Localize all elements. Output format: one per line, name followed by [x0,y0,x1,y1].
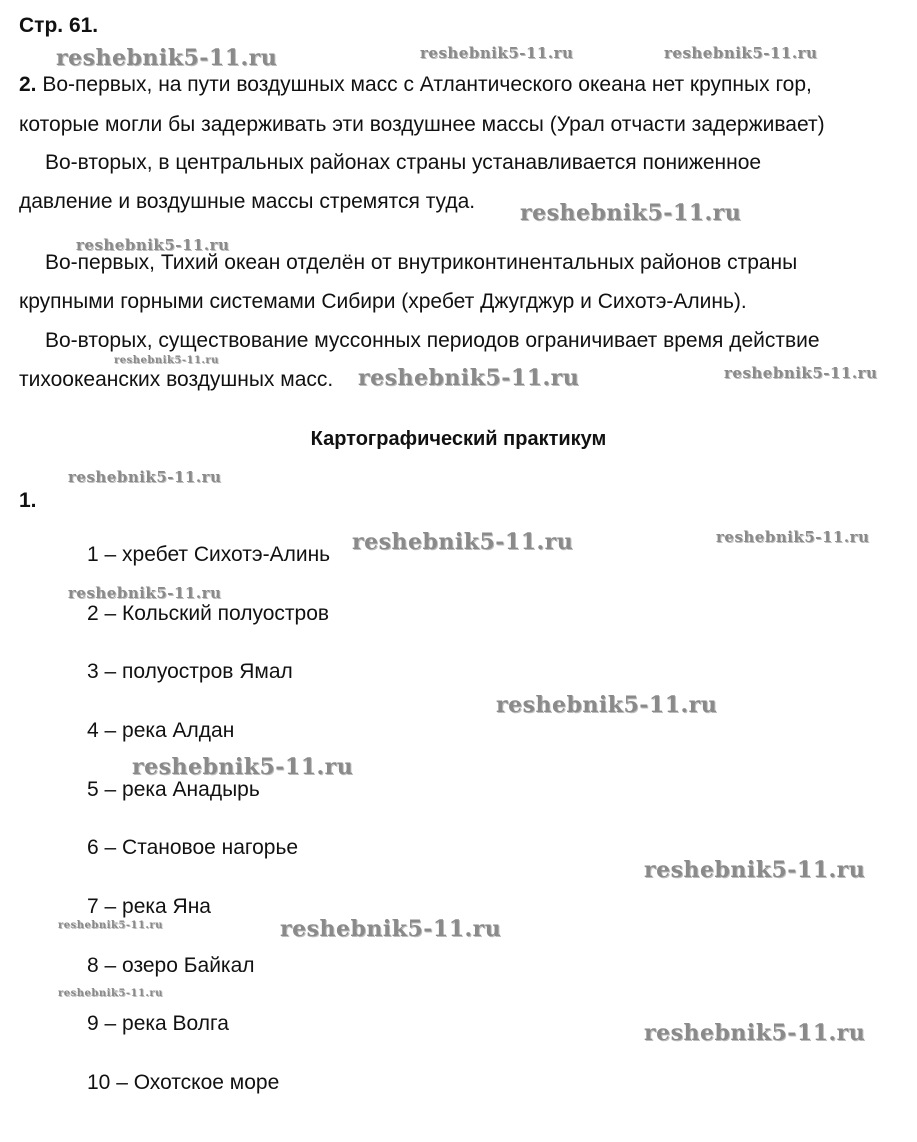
watermark: reshebnik5-11.ru [58,988,163,999]
practicum-number: 1. [19,489,37,512]
list-item: 10 – Охотское море [87,1071,280,1094]
paragraph-line-7: Во-вторых, существование муссонных периодов ограничивает время действие [45,329,820,352]
watermark: reshebnik5-11.ru [58,920,163,931]
list-item: 4 – река Алдан [87,719,235,742]
list-item: 9 – река Волга [87,1012,229,1035]
watermark: reshebnik5-11.ru [358,365,580,391]
paragraph-line-3: Во-вторых, в центральных районах страны устанавливается пониженное [45,151,762,174]
line-text: Во-первых, на пути воздушных масс с Атлантического океана нет крупных гор, [42,73,812,96]
watermark: reshebnik5-11.ru [114,355,219,366]
paragraph-line-6: крупными горными системами Сибири (хребет Джугджур и Сихотэ-Алинь). [19,290,747,313]
paragraph-line-2: которые могли бы задерживать эти воздушнее массы (Урал отчасти задерживает) [19,113,825,136]
list-item: 6 – Становое нагорье [87,836,299,859]
list-item: 1 – хребет Сихотэ-Алинь [87,543,331,566]
page-label: Стр. 61. [19,14,99,37]
paragraph-line-4: давление и воздушные массы стремятся туда. [19,190,476,213]
list-item: 2 – Кольский полуостров [87,602,330,625]
paragraph-line-5: Во-первых, Тихий океан отделён от внутриконтинентальных районов страны [45,251,798,274]
list-item: 3 – полуостров Ямал [87,660,293,683]
watermark: reshebnik5-11.ru [496,692,718,718]
watermark: reshebnik5-11.ru [68,468,222,486]
watermark: reshebnik5-11.ru [132,754,354,780]
watermark: reshebnik5-11.ru [280,916,502,942]
watermark: reshebnik5-11.ru [716,528,870,546]
list-item: 7 – река Яна [87,895,211,918]
paragraph-line-1 [19,72,812,98]
watermark: reshebnik5-11.ru [352,529,574,555]
watermark: reshebnik5-11.ru [644,857,866,883]
section-number: 2. [19,73,37,96]
list-item: 5 – река Анадырь [87,778,260,801]
watermark: reshebnik5-11.ru [420,44,574,62]
watermark: reshebnik5-11.ru [644,1020,866,1046]
list-item: 8 – озеро Байкал [87,954,255,977]
watermark: reshebnik5-11.ru [76,236,230,254]
watermark: reshebnik5-11.ru [520,200,742,226]
watermark: reshebnik5-11.ru [664,44,818,62]
paragraph-line-8: тихоокеанских воздушных масс. [19,368,334,391]
watermark: reshebnik5-11.ru [68,584,222,602]
practicum-title: Картографический практикум [310,428,607,450]
watermark: reshebnik5-11.ru [56,45,278,71]
watermark: reshebnik5-11.ru [724,364,878,382]
